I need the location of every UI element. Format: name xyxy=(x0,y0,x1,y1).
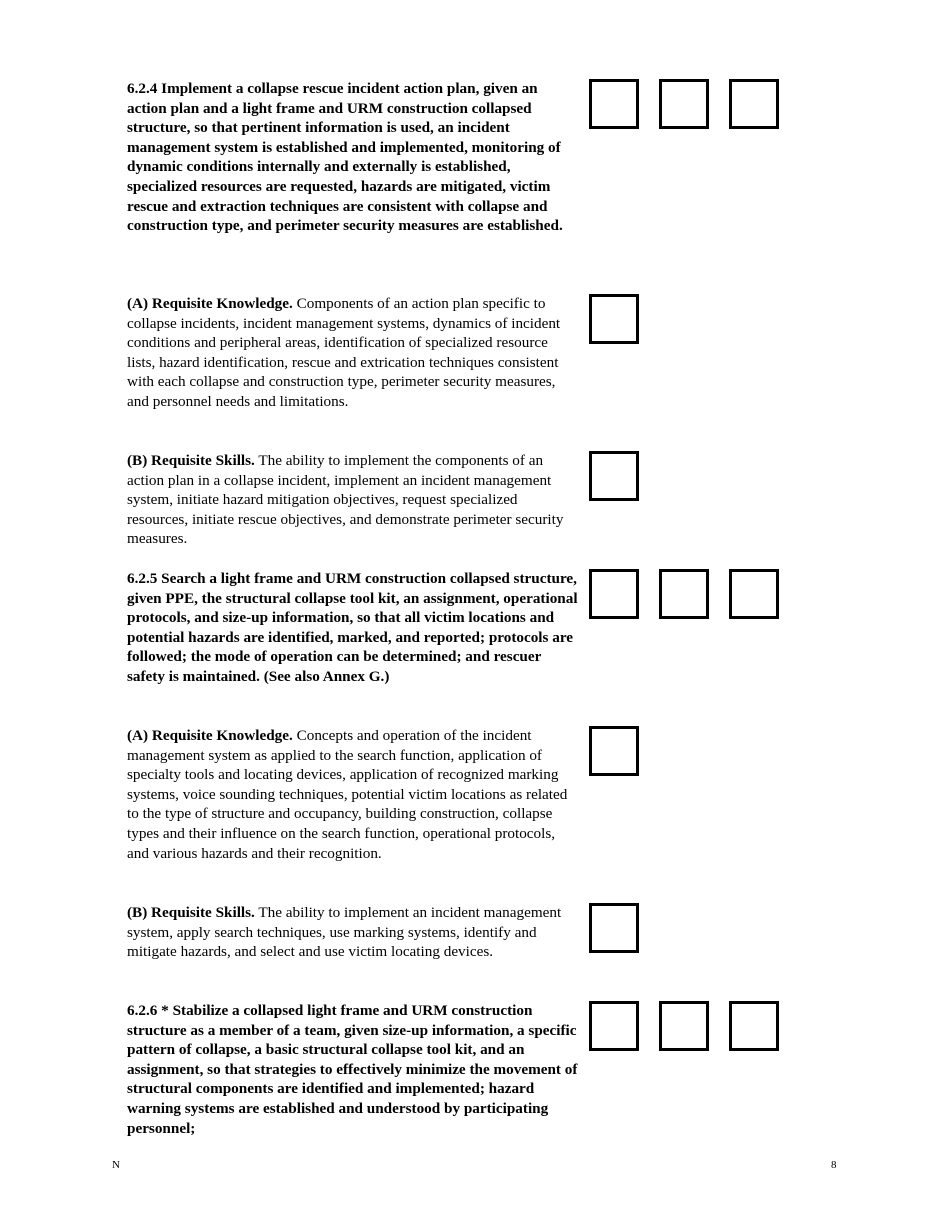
requisite-knowledge-text: Components of an action plan specific to collapse incidents, incident management systems, dynamics of incident conditions and peripheral areas, identification of specialized resource lists, hazard identification, rescue and extrication techniques consistent with each collapse and construction type, perimeter security measures, and personnel needs and limitations. xyxy=(127,295,561,410)
objective-6-2-5-requisite-skills xyxy=(127,903,579,962)
objective-6-2-6-heading: 6.2.6 * Stabilize a collapsed light frame and URM construction structure as a member of a team, given size-up information, a specific pattern of collapse, a basic structural collapse tool kit, and an assignment, so that strategies to effectively minimize the movement of structural components are identified and implemented; hazard warning systems are established and understood by participating personnel; xyxy=(127,1002,578,1137)
checkbox-6-2-4-skills[interactable] xyxy=(589,451,639,501)
requisite-skills-text: The ability to implement the components of an action plan in a collapse incident, implement an incident management system, initiate hazard mitigation objectives, request specialized resources, initiate rescue objectives, and demonstrate perimeter security measures. xyxy=(127,452,564,548)
checkbox-6-2-5-b[interactable] xyxy=(659,569,709,619)
page-number: 8 xyxy=(831,1159,837,1171)
checkbox-6-2-4-b[interactable] xyxy=(659,79,709,129)
checkbox-6-2-5-c[interactable] xyxy=(729,569,779,619)
requisite-skills-label: (B) Requisite Skills. xyxy=(127,904,255,921)
checkbox-6-2-6-b[interactable] xyxy=(659,1001,709,1051)
objective-6-2-4-heading: 6.2.4 Implement a collapse rescue incident action plan, given an action plan and a light frame and URM construction collapsed structure, so that pertinent information is used, an incident management system is established and implemented, monitoring of dynamic conditions internally and externally is established, specialized resources are requested, hazards are mitigated, victim rescue and extraction techniques are consistent with collapse and construction type, and perimeter security measures are established. xyxy=(127,80,563,235)
requisite-knowledge-label: (A) Requisite Knowledge. xyxy=(127,727,293,744)
requisite-skills-text: The ability to implement an incident management system, apply search techniques, use marking systems, identify and mitigate hazards, and select and use victim locating devices. xyxy=(127,904,562,961)
requisite-knowledge-text: Concepts and operation of the incident management system as applied to the search function, application of specialty tools and locating devices, application of recognized marking systems, voice sounding techniques, potential victim locations as related to the type of structure and occupancy, building construction, collapse types and their influence on the search function, operational protocols, and various hazards and their recognition. xyxy=(127,727,568,862)
checkbox-6-2-6-a[interactable] xyxy=(589,1001,639,1051)
objective-6-2-5-requisite-knowledge xyxy=(127,726,579,863)
objective-6-2-4-requisite-knowledge xyxy=(127,294,579,412)
checkbox-6-2-4-knowledge[interactable] xyxy=(589,294,639,344)
checkbox-6-2-5-skills[interactable] xyxy=(589,903,639,953)
checkbox-6-2-5-knowledge[interactable] xyxy=(589,726,639,776)
checkbox-6-2-5-a[interactable] xyxy=(589,569,639,619)
footer-left-text: N xyxy=(112,1159,120,1171)
checkbox-6-2-4-a[interactable] xyxy=(589,79,639,129)
requisite-knowledge-label: (A) Requisite Knowledge. xyxy=(127,295,293,312)
requisite-skills-label: (B) Requisite Skills. xyxy=(127,452,255,469)
checkbox-6-2-6-c[interactable] xyxy=(729,1001,779,1051)
objective-6-2-5-heading: 6.2.5 Search a light frame and URM construction collapsed structure, given PPE, the structural collapse tool kit, an assignment, operational protocols, and size-up information, so that all victim locations and potential hazards are identified, marked, and reported; protocols are followed; the mode of operation can be determined; and rescuer safety is maintained. (See also Annex G.) xyxy=(127,570,578,685)
checkbox-6-2-4-c[interactable] xyxy=(729,79,779,129)
objective-6-2-4-requisite-skills xyxy=(127,451,579,549)
